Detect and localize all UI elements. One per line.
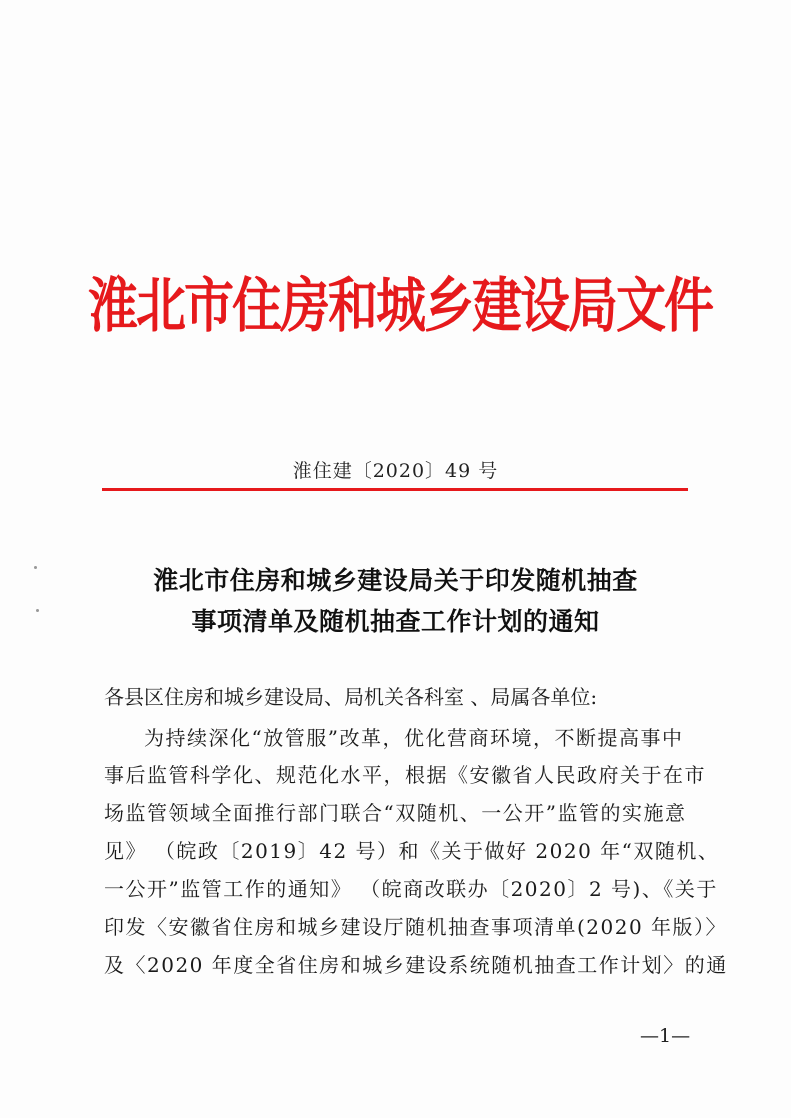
body-line: 场监管领域全面推行部门联合“双随机、一公开”监管的实施意 [104,801,687,825]
body-line: 见》 （皖政〔2019〕42 号）和《关于做好 2020 年“双随机、 [104,839,720,863]
salutation: 各县区住房和城乡建设局、局机关各科室 、局属各单位: [104,685,598,709]
agency-header-title: 淮北市住房和城乡建设局文件 [88,271,712,340]
red-divider-line [102,488,688,491]
notice-title-line-2: 事项清单及随机抽查工作计划的通知 [191,607,600,636]
body-line: 印发〈安徽省住房和城乡建设厅随机抽查事项清单(2020 年版）〉 [104,915,728,939]
notice-title-line-1: 淮北市住房和城乡建设局关于印发随机抽查 [153,566,638,595]
body-line: 为持续深化“放管服”改革，优化营商环境，不断提高事中 [144,726,684,750]
body-line: 事后监管科学化、规范化水平，根据《安徽省人民政府关于在市 [104,763,706,787]
body-line: 一公开”监管工作的通知》 （皖商改联办〔2020〕2 号)、《关于 [104,877,718,901]
page-number: —1— [640,1025,691,1047]
document-number: 淮住建〔2020〕49 号 [292,460,499,482]
body-line: 及〈2020 年度全省住房和城乡建设系统随机抽查工作计划〉的通 [104,953,728,977]
